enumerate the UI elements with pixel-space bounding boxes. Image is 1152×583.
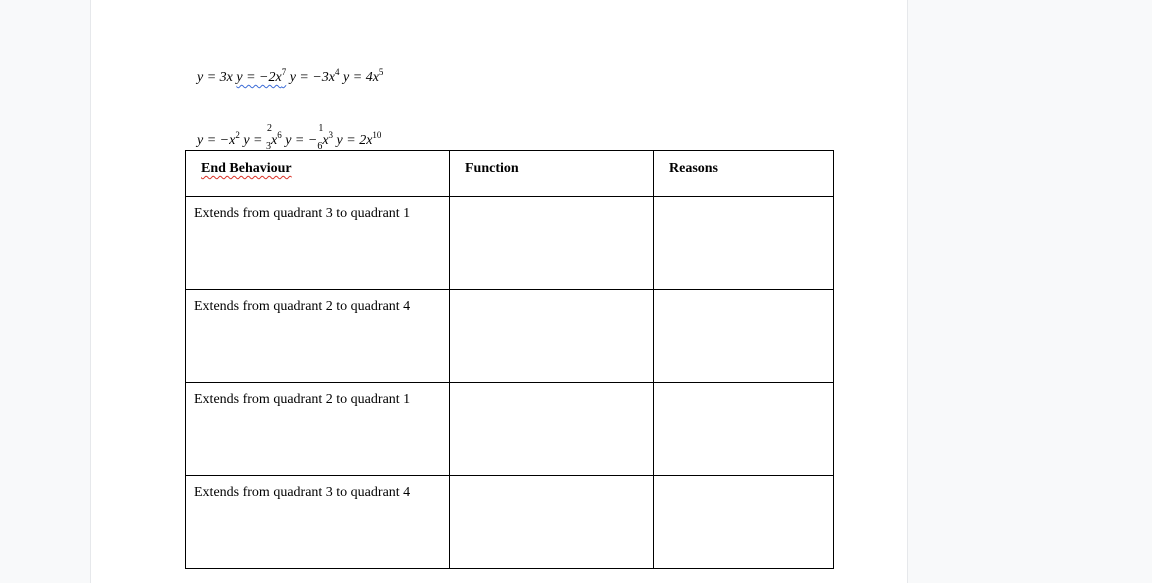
header-function[interactable]: Function [450, 151, 654, 197]
equation-6: y = 2 $_3x^6$ [243, 123, 282, 152]
table-row [186, 290, 834, 383]
table-row [186, 383, 834, 476]
behaviour-cell[interactable]: Extends from quadrant 2 to quadrant 1 [186, 383, 450, 476]
equation-2: $y = -2x^7$ [236, 67, 287, 85]
equation-4: $y = 4x^5$ [343, 67, 384, 85]
behaviour-cell[interactable]: Extends from quadrant 2 to quadrant 4 [186, 290, 450, 383]
reasons-cell[interactable] [654, 383, 834, 476]
equation-7: y = − 1 $_6x^3$ [285, 123, 334, 152]
reasons-cell[interactable] [654, 476, 834, 569]
function-cell[interactable] [450, 290, 654, 383]
table-row [186, 476, 834, 569]
reasons-cell[interactable] [654, 290, 834, 383]
reasons-cell[interactable] [654, 197, 834, 290]
function-cell[interactable] [450, 476, 654, 569]
equation-1: y = 3x [197, 70, 233, 85]
header-reasons[interactable]: Reasons [654, 151, 834, 197]
equation-8: $y = 2x^{10}$ [336, 130, 382, 148]
behaviour-cell[interactable]: Extends from quadrant 3 to quadrant 4 [186, 476, 450, 569]
equation-5: $y = -x^2$ [197, 130, 240, 148]
equation-3: $y = -3x^4$ [289, 67, 340, 85]
function-cell[interactable] [450, 383, 654, 476]
equation-row-2 [197, 123, 382, 152]
table-row [186, 197, 834, 290]
equation-row-1 [197, 67, 384, 86]
end-behaviour-table [185, 150, 834, 569]
function-cell[interactable] [450, 197, 654, 290]
behaviour-cell[interactable]: Extends from quadrant 3 to quadrant 1 [186, 197, 450, 290]
header-end-behaviour[interactable]: End Behaviour [186, 151, 450, 197]
table-header-row [186, 151, 834, 197]
